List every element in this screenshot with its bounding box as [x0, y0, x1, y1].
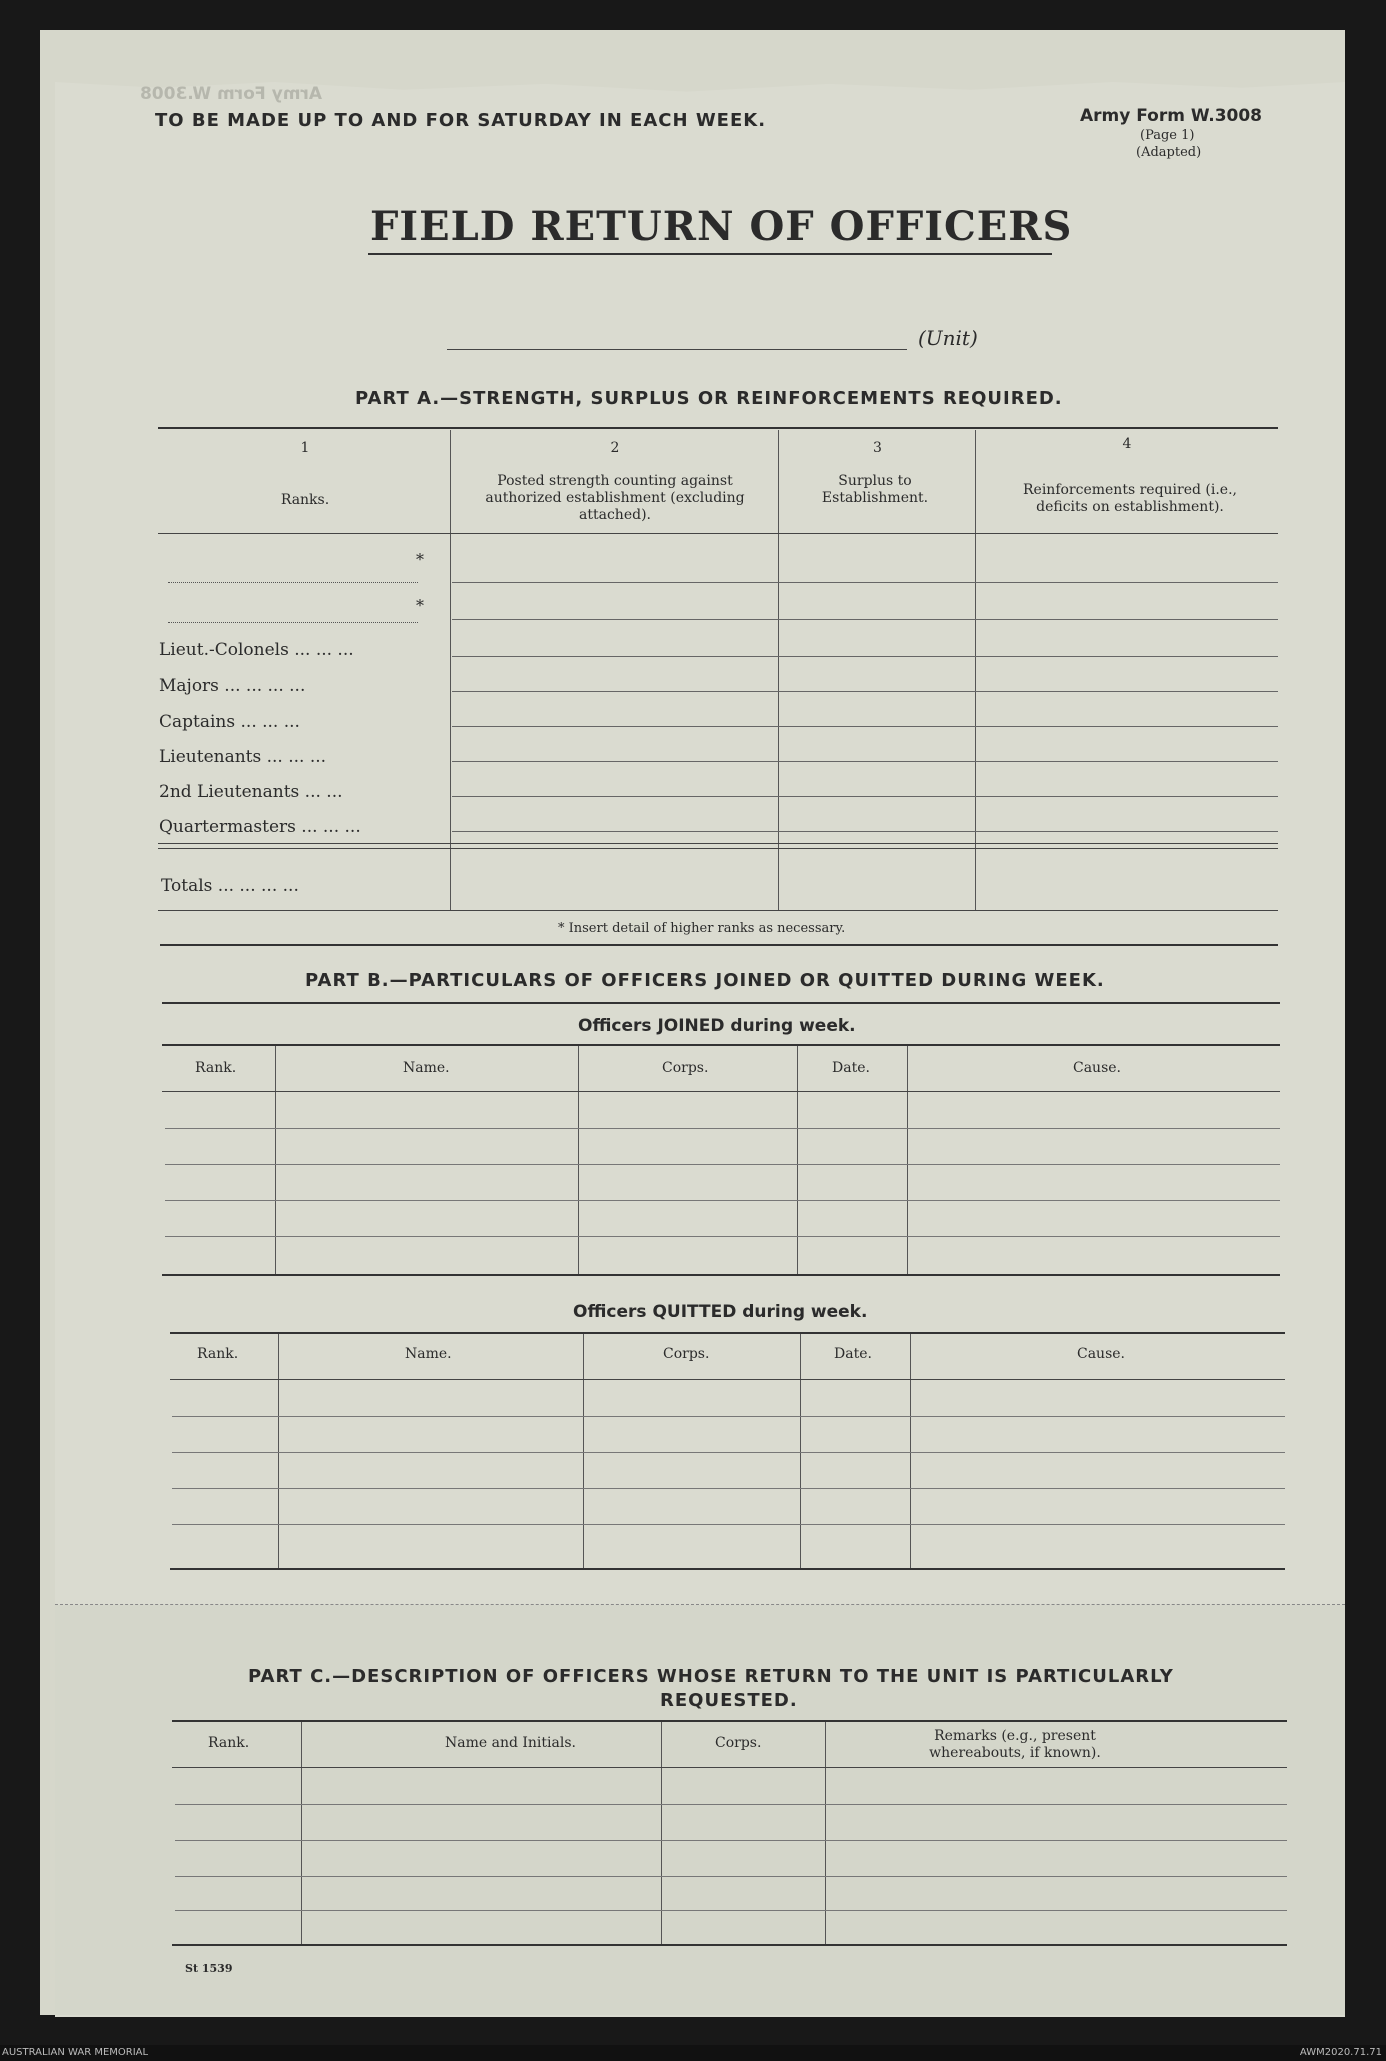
row-rule [452, 726, 1278, 727]
reinforcements-header: Reinforcements required (i.e., deficits on establishment). [1023, 482, 1237, 515]
part-c-header-rule [172, 1767, 1287, 1768]
totals-top-rule [158, 843, 1278, 844]
row-rule [452, 831, 1278, 832]
form-number: Army Form W.3008 [1080, 106, 1263, 126]
quitted-col-divider [278, 1334, 279, 1568]
quitted-col-corps: Corps. [663, 1346, 710, 1362]
quitted-col-cause: Cause. [1077, 1346, 1125, 1362]
part-a-bottom-rule [158, 910, 1278, 911]
part-a-col-divider [450, 430, 451, 910]
joined-col-divider [578, 1046, 579, 1274]
posted-strength-header: Posted strength counting against authorized establishment (excluding attached). [485, 473, 745, 523]
quitted-header-rule [170, 1379, 1285, 1380]
joined-col-name: Name. [403, 1060, 450, 1076]
quitted-row-rule [172, 1416, 1285, 1417]
col-number-3: 3 [873, 440, 882, 456]
part-c-bottom-rule [172, 1944, 1287, 1946]
part-c-heading: PART C.—DESCRIPTION OF OFFICERS WHOSE RETURN TO THE UNIT IS PARTICULARLY [248, 1666, 1174, 1687]
footnote: * Insert detail of higher ranks as necessary. [558, 921, 846, 936]
row-rule [452, 582, 1278, 583]
col-number-1: 1 [300, 440, 310, 456]
ranks-header: Ranks. [280, 492, 330, 508]
joined-title: Officers JOINED during week. [578, 1016, 856, 1036]
quitted-header-top-rule [170, 1332, 1285, 1334]
joined-col-rank: Rank. [195, 1060, 237, 1076]
row-rule [452, 796, 1278, 797]
joined-row-rule [165, 1236, 1280, 1237]
part-c-col-corps: Corps. [715, 1735, 762, 1751]
totals-top-rule [158, 848, 1278, 849]
quitted-col-rank: Rank. [197, 1346, 239, 1362]
title-underline [368, 253, 1052, 255]
quitted-col-divider [910, 1334, 911, 1568]
row-rule [452, 761, 1278, 762]
quitted-col-divider [800, 1334, 801, 1568]
quitted-bottom-rule [170, 1568, 1285, 1570]
quitted-col-name: Name. [405, 1346, 452, 1362]
archive-reference: AWM2020.71.71 [1299, 2047, 1382, 2058]
quitted-col-divider [583, 1334, 584, 1568]
rank-lieutenants: Lieutenants ... ... ... [159, 747, 327, 767]
rank-lieut-colonels: Lieut.-Colonels ... ... ... [159, 640, 354, 660]
bleed-through-text: Army Form W.3008 [140, 84, 323, 104]
part-c-row-rule [175, 1876, 1287, 1877]
joined-row-rule [165, 1128, 1280, 1129]
quitted-row-rule [172, 1488, 1285, 1489]
part-c-col-rank: Rank. [208, 1735, 250, 1751]
asterisk-mark: * [416, 596, 424, 615]
quitted-row-rule [172, 1452, 1285, 1453]
joined-row-rule [165, 1200, 1280, 1201]
joined-col-divider [907, 1046, 908, 1274]
part-c-top-rule [172, 1720, 1287, 1722]
rank-captains: Captains ... ... ... [159, 712, 300, 732]
part-c-heading-cont: REQUESTED. [660, 1690, 798, 1711]
asterisk-mark: * [416, 550, 424, 569]
quitted-title: Officers QUITTED during week. [573, 1302, 868, 1322]
rank-2nd-lieutenants: 2nd Lieutenants ... ... [159, 782, 343, 802]
instruction-text: TO BE MADE UP TO AND FOR SATURDAY IN EACH WEEK. [155, 110, 767, 131]
joined-col-corps: Corps. [662, 1060, 709, 1076]
archive-footer [0, 2045, 1386, 2061]
part-c-row-rule [175, 1804, 1287, 1805]
joined-col-date: Date. [832, 1060, 870, 1076]
col-number-4: 4 [1122, 436, 1132, 452]
row-rule [452, 656, 1278, 657]
surplus-header: Surplus to Establishment. [821, 473, 929, 506]
col-number-2: 2 [610, 440, 620, 456]
higher-rank-line[interactable] [168, 582, 418, 583]
totals-label: Totals ... ... ... ... [161, 876, 299, 896]
part-b-top-rule [162, 1002, 1280, 1004]
print-code: St 1539 [185, 1962, 233, 1975]
unit-label: (Unit) [918, 326, 978, 350]
part-a-end-rule [160, 944, 1278, 946]
joined-col-divider [797, 1046, 798, 1274]
page-title: FIELD RETURN OF OFFICERS [370, 203, 1073, 250]
joined-col-divider [275, 1046, 276, 1274]
quitted-col-date: Date. [834, 1346, 872, 1362]
part-a-col-divider [778, 430, 779, 910]
adapted-label: (Adapted) [1136, 145, 1202, 160]
part-c-row-rule [175, 1910, 1287, 1911]
unit-field-line[interactable] [447, 349, 907, 350]
rank-majors: Majors ... ... ... ... [159, 676, 306, 696]
part-a-col-divider [975, 430, 976, 910]
part-c-col-name: Name and Initials. [445, 1735, 576, 1751]
part-a-header-rule [158, 533, 1278, 534]
joined-col-cause: Cause. [1073, 1060, 1121, 1076]
part-c-col-remarks: Remarks (e.g., present whereabouts, if known). [929, 1728, 1101, 1761]
joined-header-top-rule [162, 1044, 1280, 1046]
row-rule [452, 691, 1278, 692]
part-a-top-rule [158, 427, 1278, 429]
joined-header-rule [162, 1091, 1280, 1092]
joined-row-rule [165, 1164, 1280, 1165]
part-b-heading: PART B.—PARTICULARS OF OFFICERS JOINED OR QUITTED DURING WEEK. [305, 970, 1105, 991]
quitted-row-rule [172, 1524, 1285, 1525]
row-rule [452, 619, 1278, 620]
higher-rank-line[interactable] [168, 622, 418, 623]
rank-quartermasters: Quartermasters ... ... ... [159, 817, 361, 837]
joined-bottom-rule [162, 1274, 1280, 1276]
part-c-row-rule [175, 1840, 1287, 1841]
page-number: (Page 1) [1140, 128, 1195, 143]
part-a-heading: PART A.—STRENGTH, SURPLUS OR REINFORCEMENTS REQUIRED. [355, 388, 1063, 409]
archive-name: AUSTRALIAN WAR MEMORIAL [2, 2047, 149, 2058]
